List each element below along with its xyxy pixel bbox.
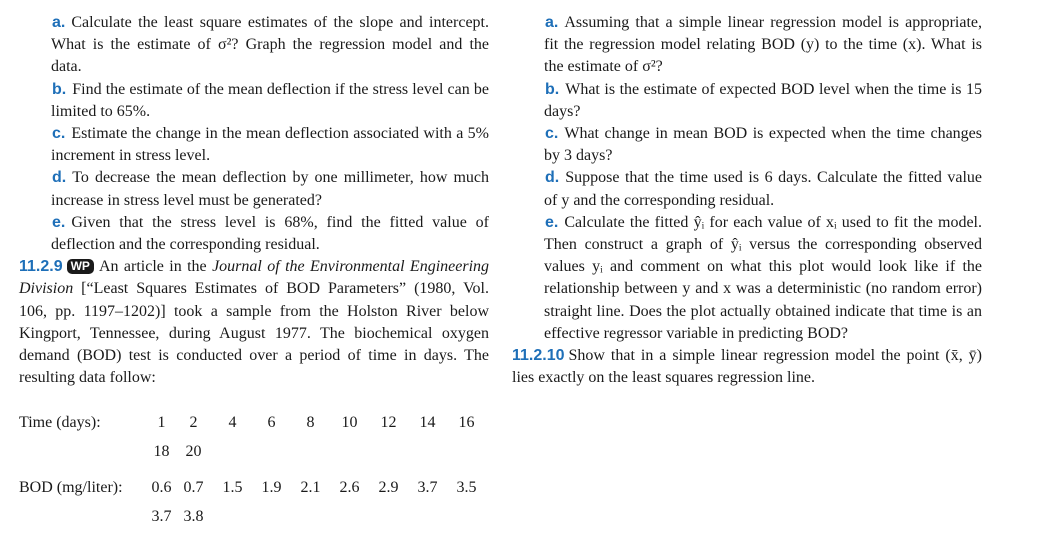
exercise-text-after: [“Least Squares Estimates of BOD Parameters” (1980, Vol. 106, pp. 1197–1202)] took a sample from the Holston River below Kingport, Tennessee, during August 1977. The biochemical oxygen demand (BOD) test is conducted over a period of time in days. The resulting data follow: xyxy=(19,280,489,387)
bod-value: 2.6 xyxy=(339,479,360,496)
item-label: b. xyxy=(545,80,560,98)
item-label: b. xyxy=(52,80,67,98)
exercise-text: Show that in a simple linear regression model the point (x̄, ȳ) lies exactly on the least squares regression line. xyxy=(512,347,982,387)
bod-value: 2.1 xyxy=(300,479,321,496)
bod-value: 2.9 xyxy=(378,479,399,496)
time-value: 1 xyxy=(157,414,166,431)
right-item-b xyxy=(512,79,982,123)
item-text: Given that the stress level is 68%, find the fitted value of deflection and the corresponding residual. xyxy=(51,213,489,254)
bod-value: 3.7 xyxy=(151,508,172,525)
time-value: 2 xyxy=(189,414,198,431)
item-label: c. xyxy=(52,125,66,143)
time-value: 8 xyxy=(306,414,315,431)
exercise-text-before: An article in the xyxy=(98,258,207,276)
bod-value: 3.5 xyxy=(456,479,477,496)
item-text: Find the estimate of the mean deflection if the stress level can be limited to 65%. xyxy=(51,80,489,120)
item-label: d. xyxy=(545,169,560,187)
left-column xyxy=(19,12,489,389)
item-text: What change in mean BOD is expected when the time changes by 3 days? xyxy=(544,125,982,165)
bod-value: 1.5 xyxy=(222,479,243,496)
journal-title: Journal of the Environmental Engineering Division xyxy=(19,258,490,298)
right-item-e xyxy=(512,212,982,345)
bod-value: 0.6 xyxy=(151,479,172,496)
exercise-number: 11.2.10 xyxy=(512,347,565,365)
bod-value: 1.9 xyxy=(261,479,282,496)
item-text: Calculate the least square estimates of the slope and intercept. What is the estimate of σ²? Graph the regression model and the data. xyxy=(51,14,489,76)
left-item-c xyxy=(19,123,489,167)
item-text: What is the estimate of expected BOD level when the time is 15 days? xyxy=(544,80,982,120)
item-label: d. xyxy=(52,169,67,187)
bod-row-continued xyxy=(149,508,213,526)
item-text: Calculate the fitted ŷᵢ for each value of xᵢ used to fit the model. Then construct a graph of ŷᵢ versus the corresponding observed values yᵢ and comment on what this plot would look like if the relationship between y and x was a deterministic (no random error) straight line. Does the plot actually obtained indicate that time is an effective regressor variable in predicting BOD? xyxy=(544,213,982,342)
item-label: e. xyxy=(52,213,66,231)
item-label: c. xyxy=(545,125,559,143)
bod-label: BOD (mg/liter): xyxy=(19,479,123,496)
time-value: 4 xyxy=(228,414,237,431)
bod-value: 0.7 xyxy=(183,479,204,496)
left-item-b xyxy=(19,79,489,123)
item-text: To decrease the mean deflection by one millimeter, how much increase in stress level must be generated? xyxy=(51,169,489,209)
right-item-d xyxy=(512,167,982,211)
exercise-11-2-10 xyxy=(512,345,982,389)
left-item-a xyxy=(19,12,489,79)
item-label: a. xyxy=(545,14,559,31)
left-item-e xyxy=(19,212,489,256)
time-label: Time (days): xyxy=(19,414,101,431)
item-text: Estimate the change in the mean deflection associated with a 5% increment in stress level. xyxy=(51,125,489,165)
right-column xyxy=(512,12,982,389)
item-text: Assuming that a simple linear regression model is appropriate, fit the regression model relating BOD (y) to the time (x). What is the estimate of σ²? xyxy=(544,14,982,76)
time-value: 16 xyxy=(458,414,475,431)
time-value: 10 xyxy=(341,414,358,431)
time-value: 12 xyxy=(380,414,397,431)
right-item-c xyxy=(512,123,982,167)
left-item-d xyxy=(19,167,489,211)
time-value: 18 xyxy=(153,443,170,460)
bod-row xyxy=(19,479,486,497)
exercise-number: 11.2.9 xyxy=(19,258,63,276)
right-item-a xyxy=(512,12,982,79)
time-row xyxy=(19,414,486,432)
item-label: e. xyxy=(545,213,559,231)
time-value: 20 xyxy=(185,443,202,460)
time-row-continued xyxy=(149,443,213,461)
wp-badge: WP xyxy=(67,259,94,274)
item-text: Suppose that the time used is 6 days. Calculate the fitted value of y and the corresponding residual. xyxy=(544,169,982,209)
time-value: 6 xyxy=(267,414,276,431)
exercise-11-2-9 xyxy=(19,256,489,389)
item-label: a. xyxy=(52,14,66,31)
bod-value: 3.7 xyxy=(417,479,438,496)
bod-value: 3.8 xyxy=(183,508,204,525)
time-value: 14 xyxy=(419,414,436,431)
